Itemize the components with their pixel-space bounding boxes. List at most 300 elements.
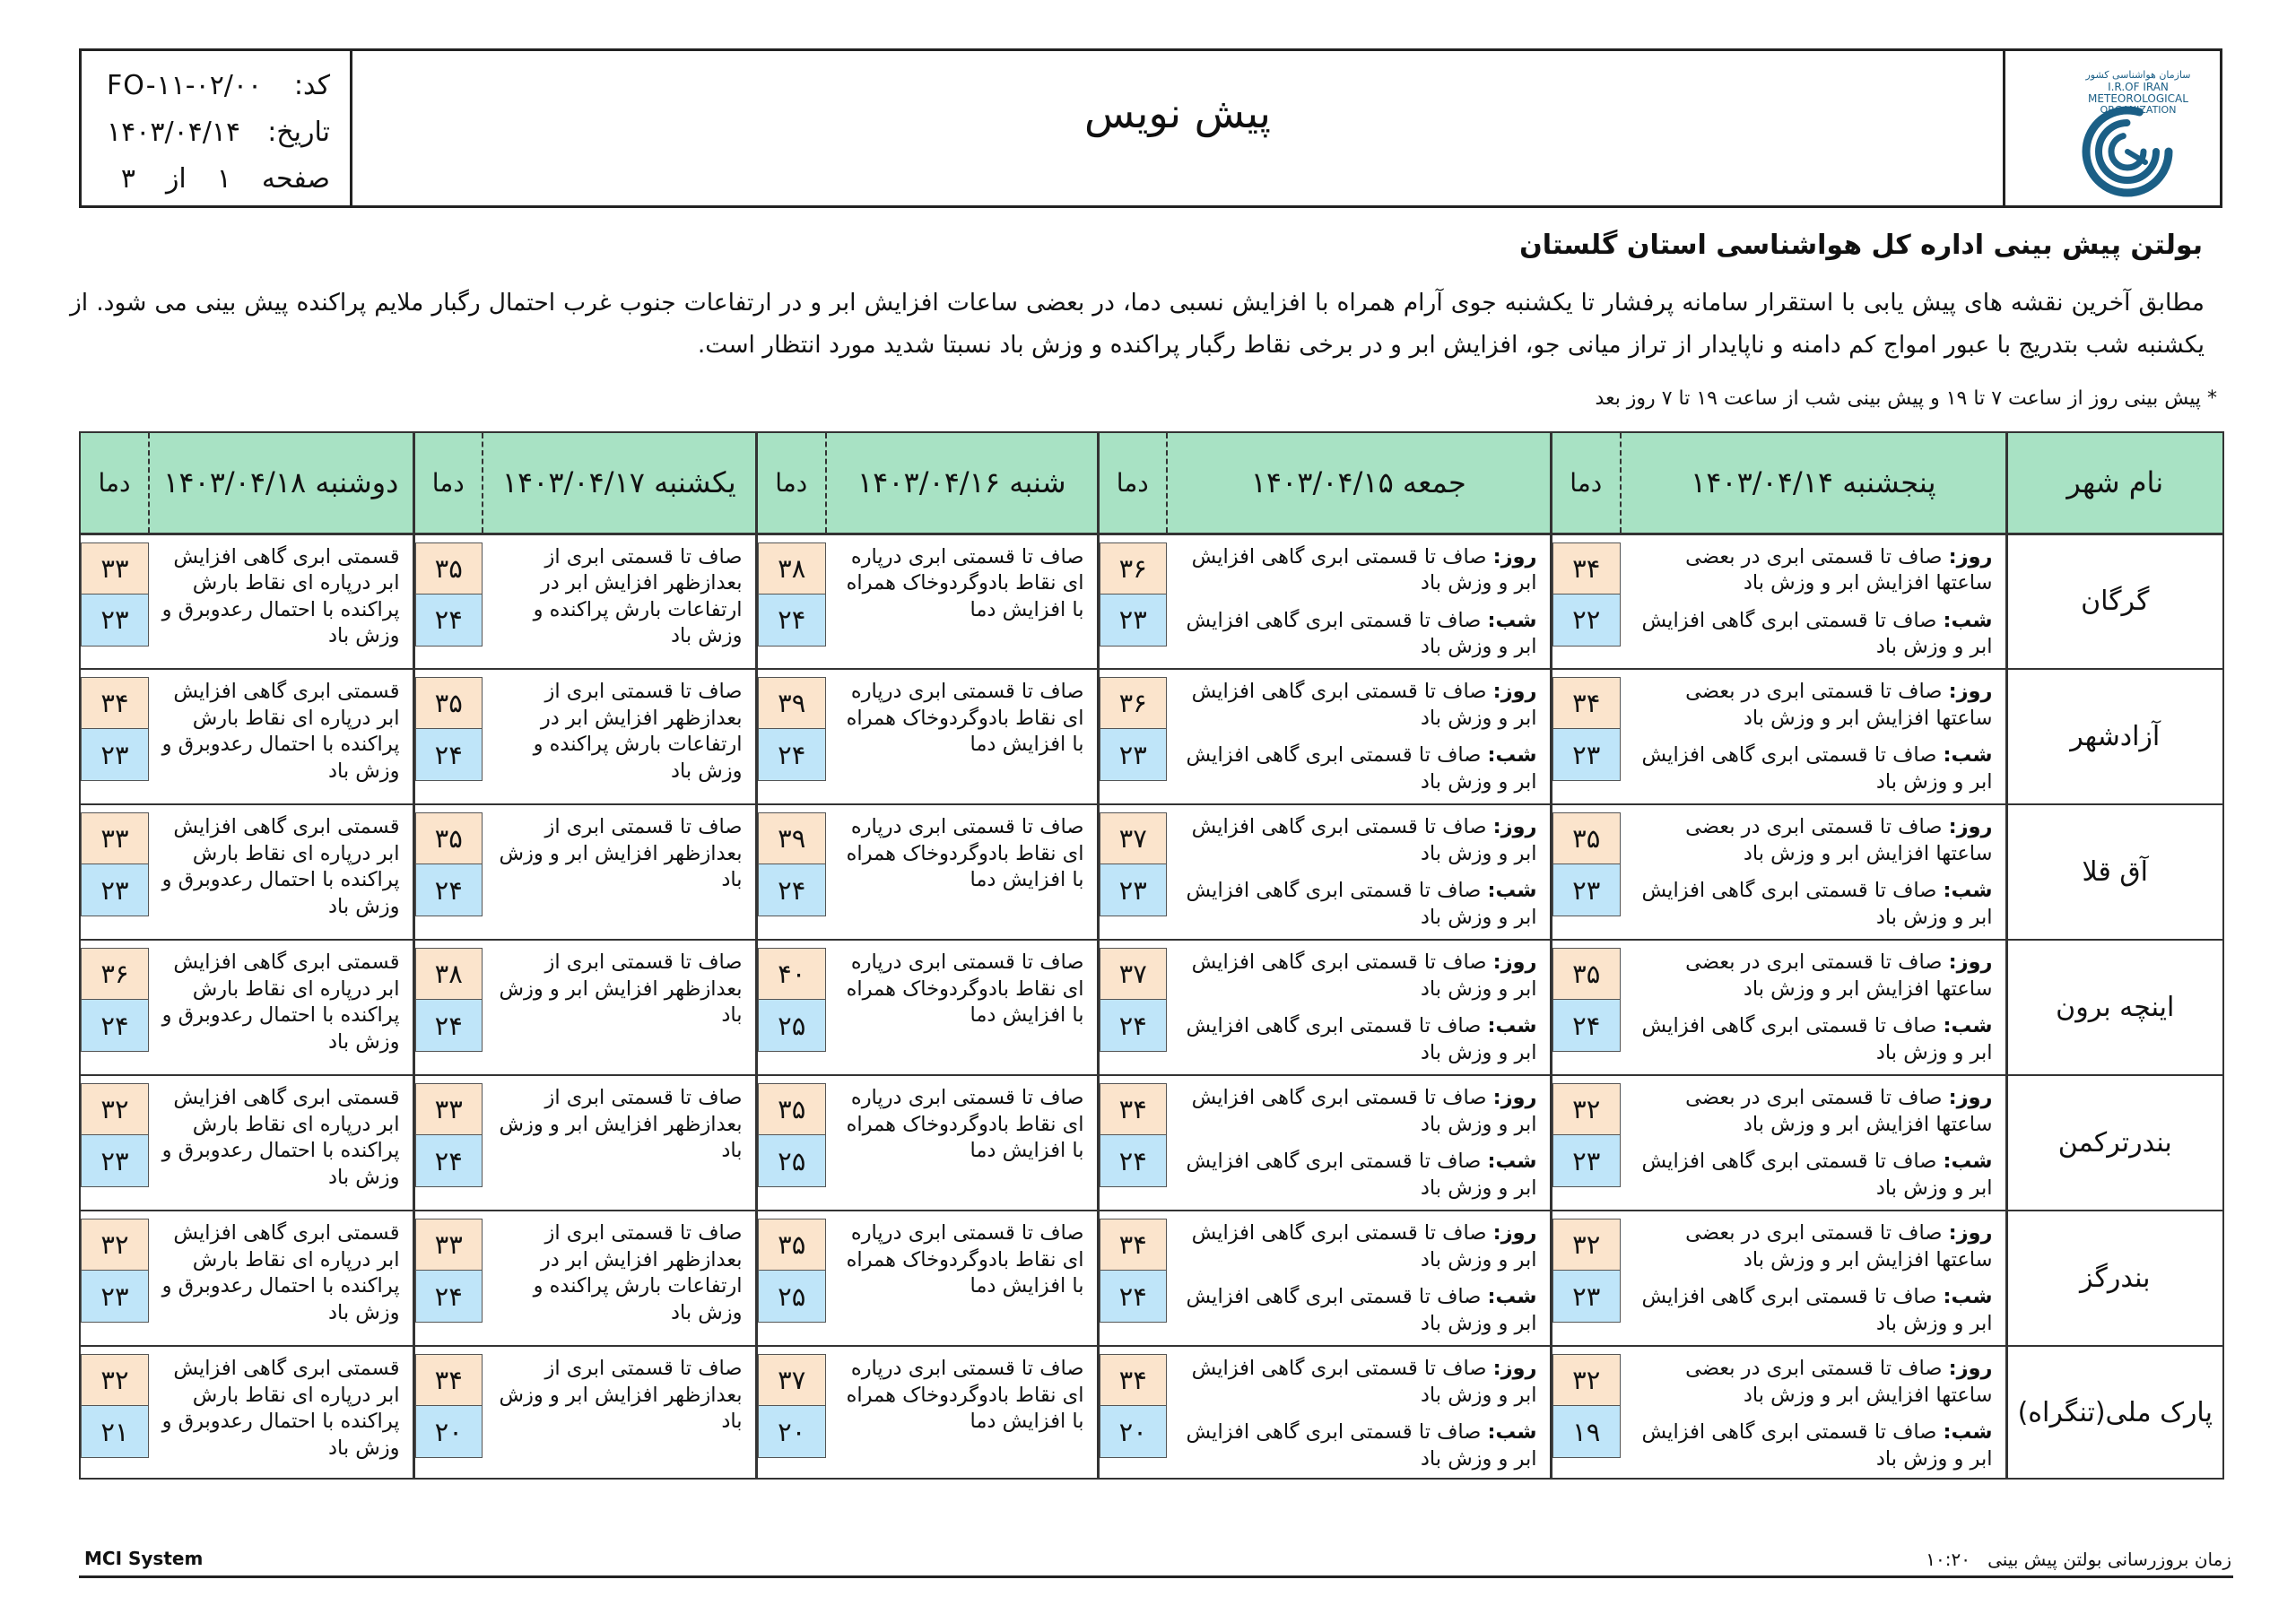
table-row [80, 534, 2223, 669]
day-forecast [1626, 950, 1993, 1002]
temperature-box [415, 1354, 483, 1458]
max-temperature: ۳۴ [415, 1354, 483, 1406]
forecast-cell [1167, 534, 1551, 669]
temperature-cell [1098, 1075, 1167, 1211]
night-label: شب: [1487, 743, 1537, 767]
max-temperature: ۳۹ [758, 812, 827, 864]
forecast-text: قسمتی ابری گاهی افزایش ابر درپاره ای نقاط بارش پراکنده با احتمال رعدوبرق و وزش باد [161, 815, 400, 918]
min-temperature: ۲۴ [1100, 1271, 1168, 1323]
temperature-box [758, 1354, 827, 1458]
logo-fa-text: سازمان هواشناسی کشور [2084, 69, 2191, 81]
temperature-cell [80, 1075, 149, 1211]
temperature-cell [1098, 1346, 1167, 1479]
temperature-box [415, 542, 483, 647]
day-forecast-text: صاف تا قسمتی ابری در بعضی ساعتها افزایش ابر و وزش باد [1685, 544, 1993, 595]
min-temperature: ۲۳ [1100, 864, 1168, 916]
max-temperature: ۳۵ [1552, 812, 1622, 864]
forecast-cell [149, 669, 413, 804]
max-temperature: ۳۳ [81, 542, 149, 595]
forecast-cell [1621, 669, 2006, 804]
max-temperature: ۳۵ [415, 812, 483, 864]
min-temperature: ۲۵ [758, 1135, 827, 1187]
night-label: شب: [1487, 1150, 1537, 1173]
table-row [80, 804, 2223, 940]
temp-column-header: دما [1098, 432, 1167, 534]
temperature-box [1552, 542, 1622, 647]
max-temperature: ۳۴ [1552, 677, 1622, 729]
min-temperature: ۲۴ [1552, 1000, 1622, 1052]
max-temperature: ۳۵ [415, 542, 483, 595]
temperature-box [81, 812, 149, 916]
max-temperature: ۳۴ [1100, 1219, 1168, 1271]
day-forecast-text: صاف تا قسمتی ابری در بعضی ساعتها افزایش ابر و وزش باد [1685, 1221, 1993, 1271]
day-label: روز: [1492, 950, 1537, 974]
temperature-cell [1098, 534, 1167, 669]
temperature-cell [1551, 534, 1621, 669]
forecast-cell [149, 940, 413, 1075]
forecast-cell [1621, 1346, 2006, 1479]
temperature-box [81, 1354, 149, 1458]
day-forecast-text: صاف تا قسمتی ابری گاهی افزایش ابر و وزش باد [1191, 950, 1537, 1001]
day-label: روز: [1492, 1357, 1537, 1380]
temperature-cell [1551, 669, 1621, 804]
night-forecast-text: صاف تا قسمتی ابری گاهی افزایش ابر و وزش باد [1641, 608, 1993, 658]
min-temperature: ۲۴ [415, 1000, 483, 1052]
night-forecast [1172, 608, 1537, 661]
forecast-text: صاف تا قسمتی ابری درپاره ای نقاط بادوگردوخاک همراه با افزایش دما [846, 815, 1084, 891]
night-label: شب: [1943, 1150, 1993, 1173]
temperature-cell [1551, 1211, 1621, 1346]
day-label: روز: [1948, 680, 1993, 703]
temp-column-header: دما [1551, 432, 1621, 534]
temperature-cell [80, 1211, 149, 1346]
day-forecast [1172, 814, 1537, 867]
code-value: FO-۱۱-۰۲/۰۰ [107, 69, 263, 101]
temperature-box [1100, 677, 1168, 781]
min-temperature: ۲۳ [81, 595, 149, 647]
forecast-text: قسمتی ابری گاهی افزایش ابر درپاره ای نقاط بارش پراکنده با احتمال رعدوبرق و وزش باد [161, 1221, 400, 1324]
max-temperature: ۳۳ [81, 812, 149, 864]
temperature-box [758, 677, 827, 781]
city-name: گرگان [2006, 534, 2223, 669]
temperature-box [758, 1219, 827, 1323]
forecast-text: قسمتی ابری گاهی افزایش ابر درپاره ای نقاط بارش پراکنده با احتمال رعدوبرق و وزش باد [161, 544, 400, 647]
day-forecast-text: صاف تا قسمتی ابری گاهی افزایش ابر و وزش باد [1191, 1221, 1537, 1271]
night-label: شب: [1487, 1420, 1537, 1444]
night-forecast [1172, 1284, 1537, 1337]
temperature-cell [756, 804, 826, 940]
page-of: از [165, 162, 187, 195]
max-temperature: ۳۴ [1100, 1354, 1168, 1406]
forecast-cell [483, 534, 756, 669]
temperature-box [1552, 948, 1622, 1052]
day-forecast-text: صاف تا قسمتی ابری در بعضی ساعتها افزایش ابر و وزش باد [1685, 950, 1993, 1001]
night-forecast [1172, 742, 1537, 795]
night-label: شب: [1487, 1014, 1537, 1037]
night-label: شب: [1943, 1420, 1993, 1444]
forecast-cell [1167, 940, 1551, 1075]
forecast-text: صاف تا قسمتی ابری درپاره ای نقاط بادوگردوخاک همراه با افزایش دما [846, 950, 1084, 1027]
temperature-cell [1098, 1211, 1167, 1346]
max-temperature: ۳۲ [1552, 1219, 1622, 1271]
page-number: ۱ [216, 162, 231, 195]
temperature-cell [413, 1211, 483, 1346]
table-row [80, 1346, 2223, 1479]
forecast-cell [1167, 804, 1551, 940]
forecast-text: قسمتی ابری گاهی افزایش ابر درپاره ای نقاط بارش پراکنده با احتمال رعدوبرق و وزش باد [161, 1357, 400, 1460]
day-column-header: دوشنبه ۱۴۰۳/۰۴/۱۸ [149, 432, 413, 534]
day-forecast [1626, 544, 1993, 597]
temperature-box [1552, 812, 1622, 916]
temperature-box [1100, 1219, 1168, 1323]
night-label: شب: [1943, 879, 1993, 902]
min-temperature: ۲۳ [1552, 864, 1622, 916]
temperature-cell [1098, 669, 1167, 804]
max-temperature: ۳۷ [1100, 812, 1168, 864]
temperature-cell [80, 669, 149, 804]
temperature-cell [1098, 804, 1167, 940]
forecast-text: قسمتی ابری گاهی افزایش ابر درپاره ای نقاط بارش پراکنده با احتمال رعدوبرق و وزش باد [161, 1086, 400, 1189]
day-label: روز: [1948, 1221, 1993, 1245]
day-forecast [1626, 1085, 1993, 1138]
bulletin-title: بولتن پیش بینی اداره کل هواشناسی استان گلستان [1519, 230, 2203, 261]
forecast-cell [483, 1211, 756, 1346]
min-temperature: ۲۳ [81, 1135, 149, 1187]
day-forecast [1172, 1356, 1537, 1409]
max-temperature: ۳۴ [1552, 542, 1622, 595]
forecast-cell [1167, 1075, 1551, 1211]
day-forecast [1626, 1356, 1993, 1409]
max-temperature: ۳۶ [1100, 542, 1168, 595]
forecast-cell [149, 534, 413, 669]
max-temperature: ۳۴ [1100, 1083, 1168, 1135]
min-temperature: ۲۳ [1552, 729, 1622, 781]
day-forecast-text: صاف تا قسمتی ابری در بعضی ساعتها افزایش ابر و وزش باد [1685, 1357, 1993, 1407]
temperature-cell [1098, 940, 1167, 1075]
city-name: بندرترکمن [2006, 1075, 2223, 1211]
day-forecast [1172, 1085, 1537, 1138]
night-forecast-text: صاف تا قسمتی ابری گاهی افزایش ابر و وزش باد [1186, 1150, 1537, 1200]
table-row [80, 669, 2223, 804]
forecast-cell [483, 940, 756, 1075]
day-forecast [1172, 950, 1537, 1002]
night-forecast-text: صاف تا قسمتی ابری گاهی افزایش ابر و وزش باد [1186, 879, 1537, 929]
night-forecast [1626, 1419, 1993, 1472]
page-label: صفحه [261, 162, 330, 195]
min-temperature: ۲۴ [415, 729, 483, 781]
max-temperature: ۳۹ [758, 677, 827, 729]
temperature-box [1100, 1354, 1168, 1458]
day-forecast-text: صاف تا قسمتی ابری در بعضی ساعتها افزایش ابر و وزش باد [1685, 680, 1993, 730]
temperature-box [415, 948, 483, 1052]
temperature-box [758, 948, 827, 1052]
day-label: روز: [1492, 1221, 1537, 1245]
min-temperature: ۲۱ [81, 1406, 149, 1458]
temp-column-header: دما [756, 432, 826, 534]
forecast-cell [1621, 804, 2006, 940]
night-forecast [1172, 1013, 1537, 1066]
max-temperature: ۳۷ [1100, 948, 1168, 1000]
forecast-cell [483, 1075, 756, 1211]
temperature-box [1100, 948, 1168, 1052]
min-temperature: ۲۴ [415, 1271, 483, 1323]
day-label: روز: [1948, 815, 1993, 838]
city-name: آزادشهر [2006, 669, 2223, 804]
night-forecast-text: صاف تا قسمتی ابری گاهی افزایش ابر و وزش باد [1641, 1150, 1993, 1200]
min-temperature: ۲۰ [415, 1406, 483, 1458]
temperature-box [415, 1219, 483, 1323]
max-temperature: ۳۲ [1552, 1083, 1622, 1135]
night-forecast [1172, 1419, 1537, 1472]
day-forecast-text: صاف تا قسمتی ابری گاهی افزایش ابر و وزش باد [1191, 1357, 1537, 1407]
day-forecast [1626, 1220, 1993, 1273]
forecast-cell [149, 1211, 413, 1346]
temperature-box [81, 1219, 149, 1323]
temperature-box [415, 1083, 483, 1187]
night-label: شب: [1943, 743, 1993, 767]
night-forecast [1626, 608, 1993, 661]
max-temperature: ۳۳ [415, 1083, 483, 1135]
day-label: روز: [1948, 544, 1993, 568]
min-temperature: ۲۴ [415, 864, 483, 916]
temperature-box [1552, 1219, 1622, 1323]
temperature-cell [413, 534, 483, 669]
night-forecast [1626, 742, 1993, 795]
night-label: شب: [1943, 1014, 1993, 1037]
min-temperature: ۲۴ [758, 595, 827, 647]
day-forecast-text: صاف تا قسمتی ابری در بعضی ساعتها افزایش ابر و وزش باد [1685, 815, 1993, 865]
night-label: شب: [1487, 608, 1537, 632]
table-row [80, 1075, 2223, 1211]
temp-column-header: دما [413, 432, 483, 534]
temp-column-header: دما [80, 432, 149, 534]
table-header-row [80, 432, 2223, 534]
forecast-cell [1621, 534, 2006, 669]
date-row [107, 108, 330, 155]
day-column-header: جمعه ۱۴۰۳/۰۴/۱۵ [1167, 432, 1551, 534]
temperature-box [1100, 542, 1168, 647]
min-temperature: ۲۳ [1100, 729, 1168, 781]
table-row [80, 1211, 2223, 1346]
min-temperature: ۲۴ [758, 729, 827, 781]
max-temperature: ۴۰ [758, 948, 827, 1000]
forecast-text: صاف تا قسمتی ابری از بعدازظهر افزایش ابر و وزش باد [499, 1086, 743, 1162]
forecast-text: صاف تا قسمتی ابری از بعدازظهر افزایش ابر و وزش باد [499, 815, 743, 891]
night-forecast-text: صاف تا قسمتی ابری گاهی افزایش ابر و وزش باد [1641, 879, 1993, 929]
max-temperature: ۳۶ [81, 948, 149, 1000]
forecast-text: قسمتی ابری گاهی افزایش ابر درپاره ای نقاط بارش پراکنده با احتمال رعدوبرق و وزش باد [161, 680, 400, 783]
max-temperature: ۳۵ [758, 1083, 827, 1135]
temperature-cell [413, 669, 483, 804]
day-column-header: یکشنبه ۱۴۰۳/۰۴/۱۷ [483, 432, 756, 534]
document-header [79, 48, 2222, 208]
night-forecast-text: صاف تا قسمتی ابری گاهی افزایش ابر و وزش باد [1641, 1014, 1993, 1064]
night-forecast [1626, 878, 1993, 931]
temperature-cell [756, 1211, 826, 1346]
min-temperature: ۲۲ [1552, 595, 1622, 647]
min-temperature: ۲۴ [81, 1000, 149, 1052]
forecast-text: صاف تا قسمتی ابری از بعدازظهر افزایش ابر در ارتفاعات بارش پراکنده و وزش باد [533, 544, 743, 647]
forecast-table [79, 431, 2224, 1480]
page-row [107, 155, 330, 202]
forecast-summary: مطابق آخرین نقشه های پیش یابی با استقرار سامانه پرفشار تا یکشنبه جوی آرام همراه با افزایش نسبی دما، در بعضی ساعات افزایش ابر و در ارتفاعات جنوب غرب احتمال رگبار ملایم پراکنده پیش بینی می شود. از یکشنبه شب بتدریج با عبور امواج کم دامنه و ناپایدار از تراز میانی جو، افزایش ابر و در برخی نقاط رگبار پراکنده و وزش باد نسبتا شدید مورد انتظار است. [70, 289, 2205, 359]
min-temperature: ۲۴ [415, 1135, 483, 1187]
day-label: روز: [1492, 815, 1537, 838]
day-forecast-text: صاف تا قسمتی ابری در بعضی ساعتها افزایش ابر و وزش باد [1685, 1086, 1993, 1136]
max-temperature: ۳۴ [81, 677, 149, 729]
forecast-cell [1621, 1211, 2006, 1346]
day-label: روز: [1492, 1086, 1537, 1109]
day-label: روز: [1948, 1357, 1993, 1380]
temperature-cell [80, 534, 149, 669]
night-label: شب: [1943, 1285, 1993, 1308]
forecast-text: صاف تا قسمتی ابری درپاره ای نقاط بادوگردوخاک همراه با افزایش دما [846, 1086, 1084, 1162]
temperature-cell [413, 804, 483, 940]
forecast-text: صاف تا قسمتی ابری درپاره ای نقاط بادوگردوخاک همراه با افزایش دما [846, 544, 1084, 621]
day-forecast [1172, 1220, 1537, 1273]
min-temperature: ۲۳ [81, 1271, 149, 1323]
day-forecast [1172, 679, 1537, 732]
forecast-cell [149, 1346, 413, 1479]
forecast-cell [1621, 940, 2006, 1075]
min-temperature: ۲۳ [81, 729, 149, 781]
table-row [80, 940, 2223, 1075]
max-temperature: ۳۷ [758, 1354, 827, 1406]
temperature-cell [80, 804, 149, 940]
night-forecast-text: صاف تا قسمتی ابری گاهی افزایش ابر و وزش باد [1186, 608, 1537, 658]
day-label: روز: [1492, 544, 1537, 568]
temperature-box [1552, 1354, 1622, 1458]
meteorological-organization-logo-icon [2023, 56, 2203, 200]
forecast-cell [826, 534, 1098, 669]
temperature-box [81, 1083, 149, 1187]
night-forecast [1626, 1013, 1993, 1066]
day-forecast-text: صاف تا قسمتی ابری گاهی افزایش ابر و وزش باد [1191, 815, 1537, 865]
night-label: شب: [1487, 1285, 1537, 1308]
night-forecast-text: صاف تا قسمتی ابری گاهی افزایش ابر و وزش باد [1641, 1285, 1993, 1335]
night-forecast-text: صاف تا قسمتی ابری گاهی افزایش ابر و وزش باد [1186, 1014, 1537, 1064]
update-time: ۱۰:۲۰ [1926, 1549, 1971, 1570]
max-temperature: ۳۳ [415, 1219, 483, 1271]
day-forecast-text: صاف تا قسمتی ابری گاهی افزایش ابر و وزش باد [1191, 680, 1537, 730]
temperature-cell [756, 1075, 826, 1211]
temperature-cell [1551, 1346, 1621, 1479]
logo-en-line3: ORGANIZATION [2100, 104, 2176, 116]
forecast-text: صاف تا قسمتی ابری از بعدازظهر افزایش ابر در ارتفاعات بارش پراکنده و وزش باد [533, 680, 743, 783]
temperature-cell [413, 940, 483, 1075]
temperature-cell [80, 940, 149, 1075]
night-forecast-text: صاف تا قسمتی ابری گاهی افزایش ابر و وزش باد [1641, 1420, 1993, 1471]
min-temperature: ۲۳ [1552, 1271, 1622, 1323]
day-forecast [1626, 679, 1993, 732]
night-forecast-text: صاف تا قسمتی ابری گاهی افزایش ابر و وزش باد [1186, 1420, 1537, 1471]
date-label: تاریخ: [267, 116, 330, 148]
city-name: بندرگز [2006, 1211, 2223, 1346]
temperature-box [758, 542, 827, 647]
system-name: MCI System [84, 1548, 204, 1569]
forecast-cell [483, 804, 756, 940]
night-forecast-text: صاف تا قسمتی ابری گاهی افزایش ابر و وزش باد [1186, 1285, 1537, 1335]
day-column-header: پنجشنبه ۱۴۰۳/۰۴/۱۴ [1621, 432, 2006, 534]
temperature-box [758, 1083, 827, 1187]
max-temperature: ۳۲ [81, 1354, 149, 1406]
temperature-cell [80, 1346, 149, 1479]
temperature-cell [756, 1346, 826, 1479]
night-forecast-text: صاف تا قسمتی ابری گاهی افزایش ابر و وزش باد [1641, 743, 1993, 794]
page-total: ۳ [120, 162, 135, 195]
document-meta [82, 51, 352, 205]
forecast-text: قسمتی ابری گاهی افزایش ابر درپاره ای نقاط بارش پراکنده با احتمال رعدوبرق و وزش باد [161, 950, 400, 1054]
temperature-box [81, 948, 149, 1052]
day-label: روز: [1948, 950, 1993, 974]
temperature-box [1552, 1083, 1622, 1187]
min-temperature: ۲۳ [1552, 1135, 1622, 1187]
max-temperature: ۳۸ [758, 542, 827, 595]
night-forecast-text: صاف تا قسمتی ابری گاهی افزایش ابر و وزش باد [1186, 743, 1537, 794]
min-temperature: ۲۴ [415, 595, 483, 647]
forecast-cell [1167, 669, 1551, 804]
day-label: روز: [1948, 1086, 1993, 1109]
forecast-cell [1167, 1346, 1551, 1479]
temperature-cell [413, 1346, 483, 1479]
temperature-box [415, 677, 483, 781]
night-label: شب: [1487, 879, 1537, 902]
forecast-text: صاف تا قسمتی ابری از بعدازظهر افزایش ابر و وزش باد [499, 1357, 743, 1433]
temperature-box [1552, 677, 1622, 781]
day-forecast [1626, 814, 1993, 867]
min-temperature: ۲۰ [1100, 1406, 1168, 1458]
max-temperature: ۳۸ [415, 948, 483, 1000]
forecast-text: صاف تا قسمتی ابری از بعدازظهر افزایش ابر در ارتفاعات بارش پراکنده و وزش باد [533, 1221, 743, 1324]
max-temperature: ۳۲ [81, 1083, 149, 1135]
temperature-cell [756, 940, 826, 1075]
temperature-box [758, 812, 827, 916]
forecast-cell [826, 669, 1098, 804]
min-temperature: ۲۳ [81, 864, 149, 916]
forecast-cell [483, 1346, 756, 1479]
temperature-cell [756, 534, 826, 669]
logo-en-line2: METEOROLOGICAL [2087, 92, 2188, 105]
forecast-text: صاف تا قسمتی ابری از بعدازظهر افزایش ابر و وزش باد [499, 950, 743, 1027]
min-temperature: ۲۰ [758, 1406, 827, 1458]
temperature-cell [1551, 940, 1621, 1075]
min-temperature: ۲۴ [758, 864, 827, 916]
forecast-cell [826, 804, 1098, 940]
temperature-cell [1551, 804, 1621, 940]
footer-divider [79, 1575, 2233, 1578]
forecast-cell [826, 1346, 1098, 1479]
day-forecast [1172, 544, 1537, 597]
forecast-cell [826, 1211, 1098, 1346]
min-temperature: ۱۹ [1552, 1406, 1622, 1458]
max-temperature: ۳۵ [758, 1219, 827, 1271]
day-column-header: شنبه ۱۴۰۳/۰۴/۱۶ [826, 432, 1098, 534]
temperature-box [81, 542, 149, 647]
max-temperature: ۳۲ [1552, 1354, 1622, 1406]
night-label: شب: [1943, 608, 1993, 632]
logo-en-line1: I.R.OF IRAN [2107, 81, 2169, 93]
city-name: اینچه برون [2006, 940, 2223, 1075]
logo [2003, 51, 2220, 205]
forecast-cell [1621, 1075, 2006, 1211]
page-title: پیش نویس [1084, 89, 1271, 137]
max-temperature: ۳۲ [81, 1219, 149, 1271]
day-label: روز: [1492, 680, 1537, 703]
forecast-cell [826, 1075, 1098, 1211]
city-name: پارک ملی(تنگراه) [2006, 1346, 2223, 1479]
forecast-cell [826, 940, 1098, 1075]
night-forecast [1626, 1284, 1993, 1337]
